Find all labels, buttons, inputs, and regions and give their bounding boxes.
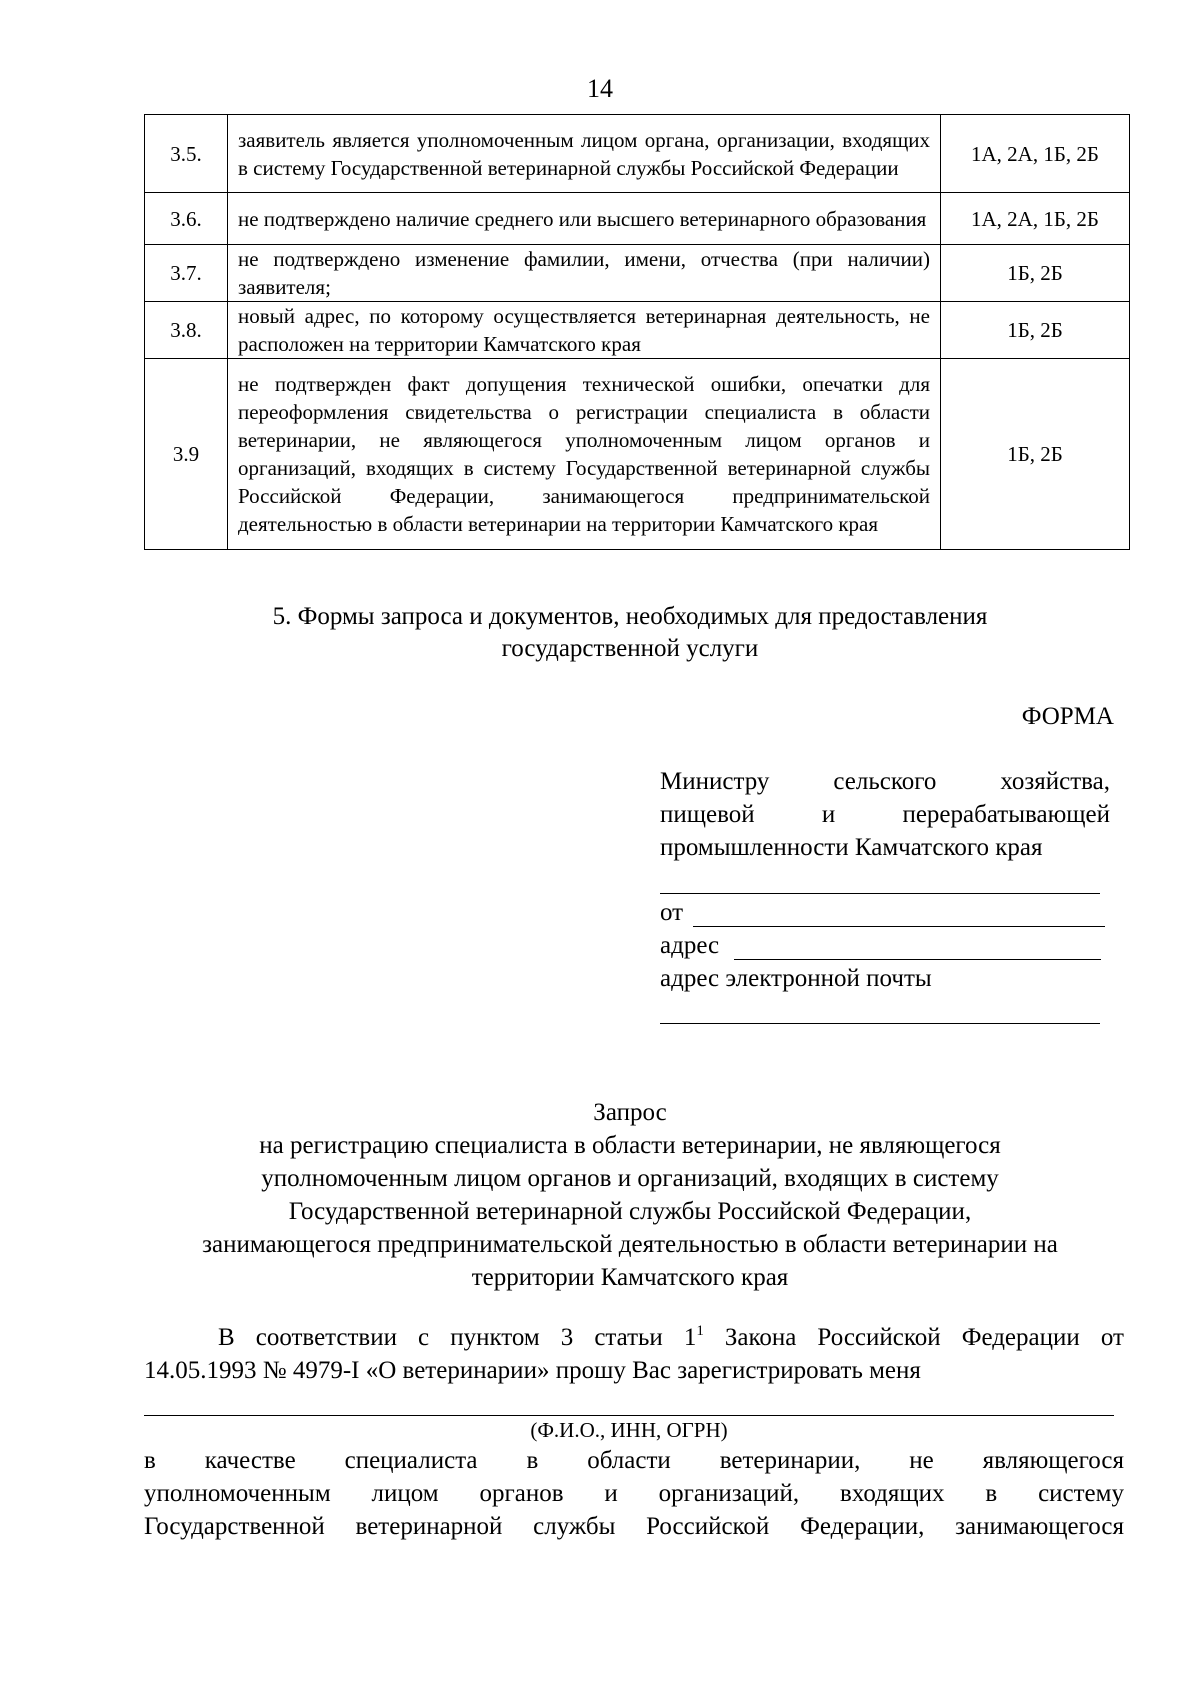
request-subtitle-line: территории Камчатского края: [471, 1264, 789, 1291]
word: ветеринарии,: [719, 1447, 861, 1474]
addressee-line: [660, 798, 1110, 831]
article-superscript: 1: [696, 1323, 704, 1339]
request-subtitle-line: занимающегося предпринимательской деятельностью в области ветеринарии на: [202, 1231, 1058, 1258]
word: в: [144, 1447, 156, 1474]
word: пунктом: [450, 1324, 540, 1351]
from-label: от: [660, 899, 684, 926]
row-text: не подтверждено изменение фамилии, имени, отчества (при наличии) заявителя;: [228, 245, 941, 302]
request-paragraph-1: [144, 1321, 1124, 1387]
word: В: [218, 1324, 235, 1351]
word: лицом: [371, 1480, 439, 1507]
word: от: [1100, 1324, 1124, 1351]
word: 1: [683, 1324, 697, 1351]
signature-underline: [660, 893, 1100, 894]
row-codes: 1Б, 2Б: [941, 245, 1130, 302]
section-heading: [0, 601, 1200, 665]
fio-caption: (Ф.И.О., ИНН, ОГРН): [530, 1418, 728, 1442]
word: уполномоченным: [144, 1480, 331, 1507]
from-underline: [693, 926, 1105, 927]
address-underline: [734, 959, 1101, 960]
section-heading-line: 5. Формы запроса и документов, необходимых для предоставления: [272, 603, 988, 630]
paragraph-line: [144, 1321, 1124, 1354]
request-paragraph-2: [144, 1444, 1124, 1543]
word: систему: [1038, 1480, 1124, 1507]
word: ветеринарной: [355, 1513, 503, 1540]
word: в: [526, 1447, 539, 1474]
row-text: заявитель является уполномоченным лицом органа, организации, входящих в систему Государственной ветеринарной службы Российской Федерации: [228, 115, 941, 193]
address-label: адрес: [660, 932, 720, 959]
article-number: [684, 1321, 704, 1354]
word: службы: [533, 1513, 616, 1540]
addressee-block: [660, 765, 1110, 864]
addressee-word: и: [821, 801, 836, 828]
word: Федерации: [961, 1324, 1080, 1351]
word: специалиста: [344, 1447, 478, 1474]
paragraph-line: 14.05.1993 № 4979-I «О ветеринарии» прошу Вас зарегистрировать меня: [144, 1357, 921, 1384]
addressee-word: пищевой: [660, 801, 755, 828]
request-title: Запрос: [593, 1099, 667, 1126]
row-number: 3.8.: [145, 302, 228, 359]
row-codes: 1А, 2А, 1Б, 2Б: [941, 115, 1130, 193]
fio-underline: [144, 1415, 1114, 1416]
word: не: [909, 1447, 934, 1474]
addressee-word: перерабатывающей: [902, 801, 1110, 828]
word: организаций,: [658, 1480, 800, 1507]
email-underline: [660, 1023, 1100, 1024]
word: в: [985, 1480, 998, 1507]
word: являющегося: [982, 1447, 1124, 1474]
word: и: [604, 1480, 618, 1507]
row-codes: 1А, 2А, 1Б, 2Б: [941, 193, 1130, 245]
form-label: ФОРМА: [1021, 703, 1114, 730]
request-subtitle: [130, 1129, 1130, 1294]
addressee-word: Министру: [660, 768, 770, 795]
request-subtitle-line: на регистрацию специалиста в области ветеринарии, не являющегося: [259, 1132, 1001, 1159]
paragraph-line: [144, 1477, 1124, 1510]
table-row: [145, 115, 1130, 193]
word: Российской: [817, 1324, 941, 1351]
page-number: 14: [587, 74, 613, 103]
word: с: [418, 1324, 430, 1351]
addressee-word: сельского: [833, 768, 937, 795]
word: статьи: [594, 1324, 663, 1351]
row-number: 3.6.: [145, 193, 228, 245]
request-subtitle-line: уполномоченным лицом органов и организаций, входящих в систему: [261, 1165, 999, 1192]
row-text: не подтвержден факт допущения технической ошибки, опечатки для переоформления свидетельства о регистрации специалиста в области ветеринарии, не являющегося уполномоченным лицом органов и организаций, входящих в систему Государственной ветеринарной службы Российской Федерации, занимающегося предпринимательской деятельностью в области ветеринарии на территории Камчатского края: [228, 359, 941, 550]
row-text: новый адрес, по которому осуществляется ветеринарная деятельность, не расположен на территории Камчатского края: [228, 302, 941, 359]
word: области: [587, 1447, 671, 1474]
row-codes: 1Б, 2Б: [941, 359, 1130, 550]
table-row: [145, 193, 1130, 245]
word: Закона: [724, 1324, 797, 1351]
word: соответствии: [255, 1324, 397, 1351]
table-row: [145, 359, 1130, 550]
word: Российской: [646, 1513, 770, 1540]
addressee-line: промышленности Камчатского края: [660, 834, 1043, 861]
word: Государственной: [144, 1513, 325, 1540]
word: органов: [479, 1480, 564, 1507]
paragraph-line: [144, 1444, 1124, 1477]
word: занимающегося: [955, 1513, 1124, 1540]
word: 3: [560, 1324, 574, 1351]
word: качестве: [204, 1447, 296, 1474]
section-heading-line: государственной услуги: [501, 635, 759, 662]
row-codes: 1Б, 2Б: [941, 302, 1130, 359]
request-subtitle-line: Государственной ветеринарной службы Российской Федерации,: [288, 1198, 972, 1225]
word: Федерации,: [800, 1513, 925, 1540]
addressee-word: хозяйства,: [1000, 768, 1110, 795]
email-label: адрес электронной почты: [660, 965, 932, 992]
row-text: не подтверждено наличие среднего или высшего ветеринарного образования: [228, 193, 941, 245]
table-row: [145, 245, 1130, 302]
refusal-grounds-table: [144, 114, 1130, 550]
word: входящих: [840, 1480, 945, 1507]
row-number: 3.9: [145, 359, 228, 550]
paragraph-line: [144, 1510, 1124, 1543]
table-row: [145, 302, 1130, 359]
row-number: 3.7.: [145, 245, 228, 302]
addressee-line: [660, 765, 1110, 798]
row-number: 3.5.: [145, 115, 228, 193]
